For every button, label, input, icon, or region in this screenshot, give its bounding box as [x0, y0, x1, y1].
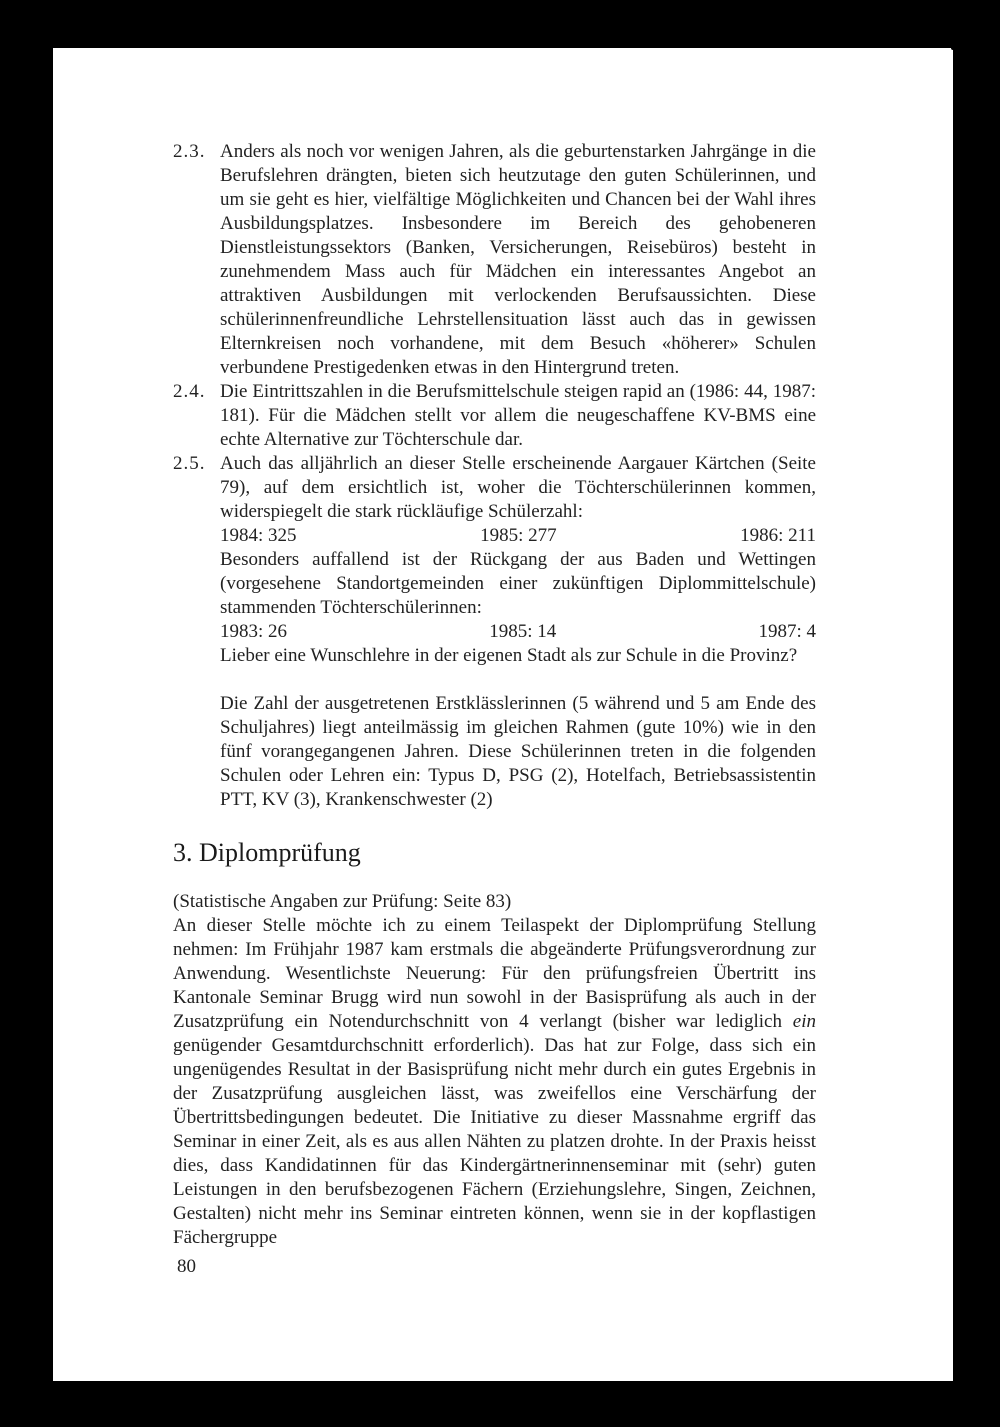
item-text: Auch das alljährlich an dieser Stelle erscheinende Aargauer Kärtchen (Seite 79), auf dem ersichtlich ist, woher die Töchterschülerinnen kommen, widerspiegelt die stark rückläufige Schülerzahl:: [220, 453, 816, 522]
item-body: [220, 452, 816, 668]
page-content: [173, 140, 816, 1250]
item-question: Lieber eine Wunschlehre in der eigenen Stadt als zur Schule in die Provinz?: [220, 645, 798, 666]
baden-wettingen-counts-row: [220, 620, 816, 644]
paragraph-text: genügender Gesamtdurchschnitt erforderlich). Das hat zur Folge, dass sich ein ungenügendes Resultat in der Basisprüfung nicht mehr durch ein gutes Ergebnis in der Zusatzprüfung ausgleichen lässt, was zweifellos eine Verschärfung der Übertrittsbedingungen bedeutet. Die Initiative zu dieser Massnahme ergriff das Seminar in einer Zeit, als es aus allen Nähten zu platzen drohte. In der Praxis heisst dies, dass Kandidatinnen für das Kindergärtnerinnenseminar mit (sehr) guten Leistungen in den berufsbezogenen Fächern (Erziehungslehre, Singen, Zeichnen, Gestalten) nicht mehr ins Seminar eintreten können, wenn sie in der kopflastigen Fächergruppe: [173, 1035, 816, 1248]
count-value: 1985: 277: [480, 525, 557, 546]
spacer: [173, 668, 816, 692]
paragraph-text: An dieser Stelle möchte ich zu einem Teilaspekt der Diplomprüfung Stellung nehmen: Im Frühjahr 1987 kam erstmals die abgeänderte Prüfungsverordnung zur Anwendung. Wesentlichste Neuerung: Für den prüfungsfreien Übertritt ins Kantonale Seminar Brugg wird nun sowohl in der Basisprüfung als auch in der Zusatzprüfung ein Notendurchschnitt von 4 verlangt (bisher war lediglich: [173, 915, 816, 1032]
enrollment-counts-row: [220, 524, 816, 548]
count-value: 1985: 14: [489, 621, 557, 642]
count-value: 1987: 4: [758, 621, 816, 642]
document-page: [53, 48, 953, 1381]
item-text: Die Eintrittszahlen in die Berufsmittelschule steigen rapid an (1986: 44, 1987: 181). Für die Mädchen stellt vor allem die neugeschaffene KV-BMS eine echte Alternative zur Töchterschule dar.: [220, 381, 816, 450]
list-item-2-5: [173, 452, 816, 668]
list-item-2-3: [173, 140, 816, 380]
item-text: Anders als noch vor wenigen Jahren, als die geburtenstarken Jahrgänge in die Berufslehren drängten, bieten sich heutzutage den guten Schülerinnen, und um sie geht es hier, vielfältige Möglichkeiten und Chancen bei der Wahl ihres Ausbildungsplatzes. Insbesondere im Bereich des gehobeneren Dienstleistungssektors (Banken, Versicherungen, Reisebüros) besteht in zunehmendem Mass auch für Mädchen ein interessantes Angebot an attraktiven Ausbildungen mit verlockenden Berufsaussichten. Diese schülerinnenfreundliche Lehrstellensituation lässt auch das in gewissen Elternkreisen noch vorhandene, mit dem Besuch «höherer» Schulen verbundene Prestigedenken etwas in den Hintergrund treten.: [220, 141, 816, 378]
count-value: 1986: 211: [740, 525, 816, 546]
dropout-paragraph: Die Zahl der ausgetretenen Erstklässlerinnen (5 während und 5 am Ende des Schuljahres) liegt anteilmässig im gleichen Rahmen (gute 10%) wie in den fünf vorangegangenen Jahren. Diese Schülerinnen treten in die folgenden Schulen oder Lehren ein: Typus D, PSG (2), Hotelfach, Betriebsassistentin PTT, KV (3), Krankenschwester (2): [220, 693, 816, 810]
scan-mark: [951, 42, 956, 50]
emphasis-text: ein: [792, 1011, 816, 1032]
section-paragraph: [173, 914, 816, 1250]
count-value: 1983: 26: [220, 621, 288, 642]
item-number: 2.4.: [173, 381, 206, 402]
count-value: 1984: 325: [220, 525, 297, 546]
page-number: 80: [177, 1256, 196, 1277]
list-item-2-4: [173, 380, 816, 452]
item-number: 2.5.: [173, 453, 206, 474]
item-text: Besonders auffallend ist der Rückgang der aus Baden und Wettingen (vorgesehene Standortgemeinden einer zukünftigen Diplommittelschule) stammenden Töchterschülerinnen:: [220, 549, 816, 618]
section-heading: 3. Diplomprüfung: [173, 838, 361, 867]
stats-note: (Statistische Angaben zur Prüfung: Seite 83): [173, 891, 512, 912]
item-number: 2.3.: [173, 141, 206, 162]
